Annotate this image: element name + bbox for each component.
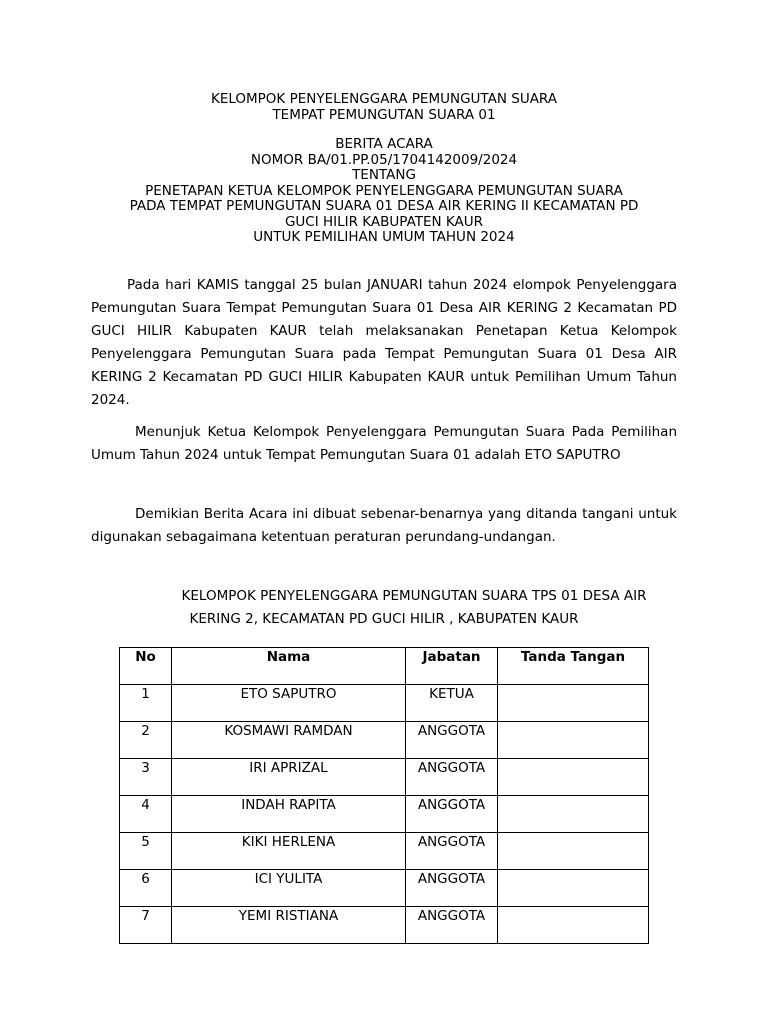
members-table (119, 647, 649, 944)
header-tanda-tangan: Tanda Tangan (498, 648, 649, 685)
caption-line-1: KELOMPOK PENYELENGGARA PEMUNGUTAN SUARA TPS 01 DESA AIR (181, 588, 647, 604)
doc-type: BERITA ACARA (335, 136, 433, 152)
table-row (120, 796, 649, 833)
body-paragraph-1: Pada hari KAMIS tanggal 25 bulan JANUARI tahun 2024 elompok Penyelenggara Pemungutan Suara Tempat Pemungutan Suara 01 Desa AIR KERING 2 Kecamatan PD GUCI HILIR Kabupaten KAUR telah melaksanakan Penetapan Ketua Kelompok Penyelenggara Pemungutan Suara pada Tempat Pemungutan Suara 01 Desa AIR KERING 2 Kecamatan PD GUCI HILIR Kabupaten KAUR untuk Pemilihan Umum Tahun 2024. (91, 277, 677, 408)
cell-no: 1 (120, 685, 172, 722)
cell-nama: IRI APRIZAL (172, 759, 406, 796)
document-title (60, 137, 708, 246)
header-line-1: KELOMPOK PENYELENGGARA PEMUNGUTAN SUARA (210, 91, 558, 107)
cell-jabatan: ANGGOTA (406, 796, 498, 833)
cell-tanda-tangan (498, 870, 649, 907)
header-jabatan: Jabatan (406, 648, 498, 685)
cell-nama: ICI YULITA (172, 870, 406, 907)
cell-tanda-tangan (498, 907, 649, 944)
cell-tanda-tangan (498, 759, 649, 796)
cell-no: 6 (120, 870, 172, 907)
header-no: No (120, 648, 172, 685)
table-row (120, 759, 649, 796)
cell-jabatan: ANGGOTA (406, 870, 498, 907)
table-caption (91, 585, 677, 631)
header-nama: Nama (172, 648, 406, 685)
table-row (120, 685, 649, 722)
table-row (120, 833, 649, 870)
doc-subject-line-4: UNTUK PEMILIHAN UMUM TAHUN 2024 (253, 229, 515, 245)
cell-no: 5 (120, 833, 172, 870)
cell-no: 3 (120, 759, 172, 796)
cell-nama: KOSMAWI RAMDAN (172, 722, 406, 759)
header-line-2: TEMPAT PEMUNGUTAN SUARA 01 (272, 106, 496, 123)
cell-jabatan: ANGGOTA (406, 907, 498, 944)
doc-subject-line-2: PADA TEMPAT PEMUNGUTAN SUARA 01 DESA AIR KERING II KECAMATAN PD (129, 198, 639, 214)
cell-jabatan: ANGGOTA (406, 833, 498, 870)
cell-jabatan: ANGGOTA (406, 759, 498, 796)
cell-nama: KIKI HERLENA (172, 833, 406, 870)
cell-jabatan: ANGGOTA (406, 722, 498, 759)
table-header-row (120, 648, 649, 685)
document-header (0, 92, 768, 123)
cell-tanda-tangan (498, 685, 649, 722)
body-paragraph-3: Demikian Berita Acara ini dibuat sebenar-benarnya yang ditanda tangani untuk digunakan sebagaimana ketentuan peraturan perundang-undangan. (91, 506, 677, 545)
cell-tanda-tangan (498, 796, 649, 833)
doc-about: TENTANG (352, 167, 416, 183)
table-row (120, 870, 649, 907)
table-row (120, 907, 649, 944)
cell-nama: INDAH RAPITA (172, 796, 406, 833)
caption-line-2: KERING 2, KECAMATAN PD GUCI HILIR , KABUPATEN KAUR (189, 611, 579, 627)
cell-nama: YEMI RISTIANA (172, 907, 406, 944)
cell-no: 4 (120, 796, 172, 833)
table-row (120, 722, 649, 759)
doc-subject-line-1: PENETAPAN KETUA KELOMPOK PENYELENGGARA PEMUNGUTAN SUARA (145, 182, 623, 199)
doc-number: NOMOR BA/01.PP.05/1704142009/2024 (250, 151, 518, 168)
cell-tanda-tangan (498, 833, 649, 870)
cell-jabatan: KETUA (406, 685, 498, 722)
body-paragraph-2: Menunjuk Ketua Kelompok Penyelenggara Pemungutan Suara Pada Pemilihan Umum Tahun 2024 untuk Tempat Pemungutan Suara 01 adalah ETO SAPUTRO (91, 424, 677, 463)
cell-tanda-tangan (498, 722, 649, 759)
cell-no: 7 (120, 907, 172, 944)
doc-subject-line-3: GUCI HILIR KABUPATEN KAUR (284, 213, 484, 230)
cell-no: 2 (120, 722, 172, 759)
cell-nama: ETO SAPUTRO (172, 685, 406, 722)
